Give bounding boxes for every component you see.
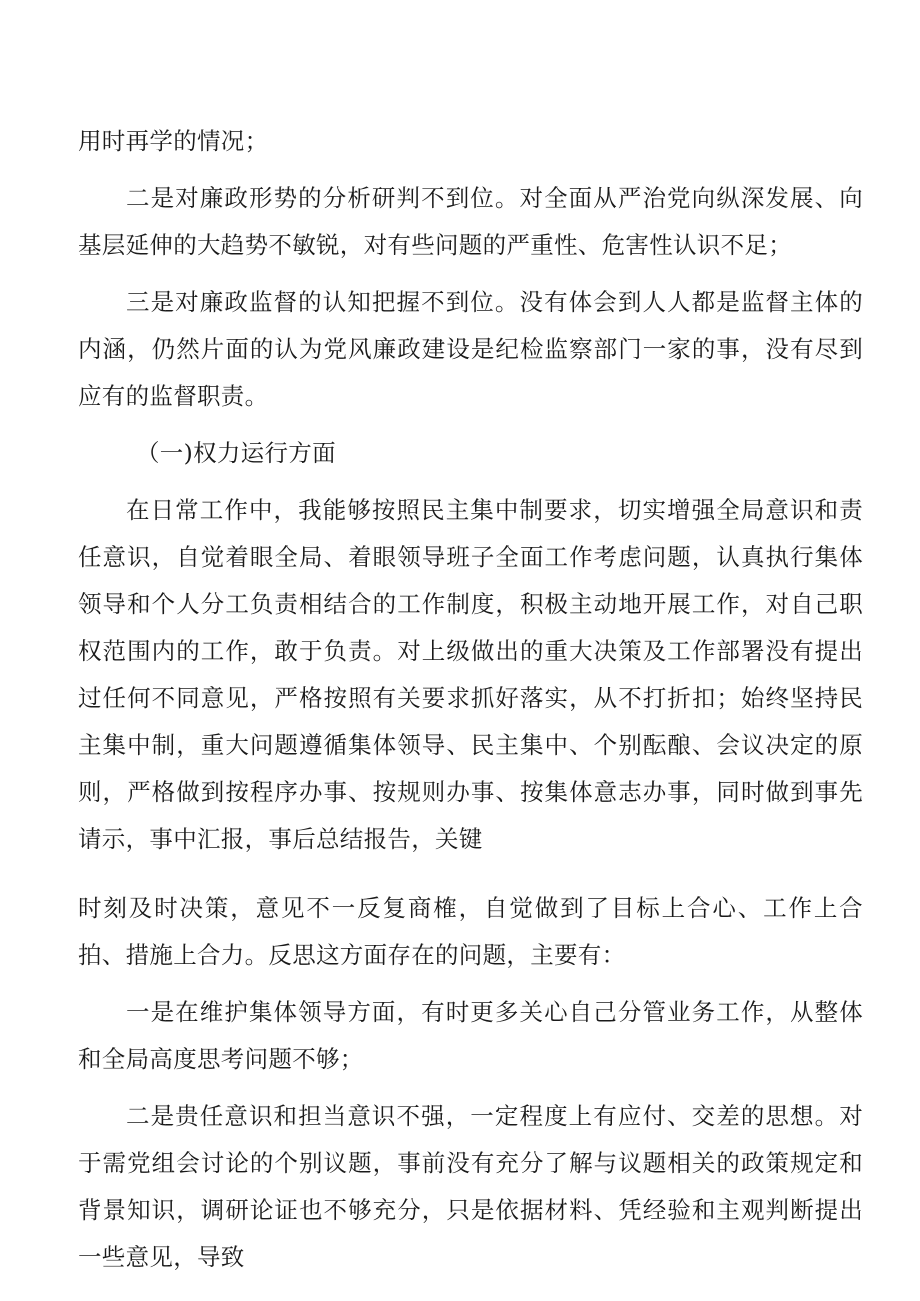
paragraph-continuation-reflection: 时刻及时决策，意见不一反复商榷，自觉做到了目标上合心、工作上合拍、措施上合力。反思这方面存在的问题，主要有： [78, 894, 863, 969]
paragraph-daily-work: 在日常工作中，我能够按照民主集中制要求，切实增强全局意识和责任意识，自觉着眼全局、着眼领导班子全面工作考虑问题，认真执行集体领导和个人分工负责相结合的工作制度，积极主动地开展工作，对自己职权范围内的工作，敢于负责。对上级做出的重大决策及工作部署没有提出过任何不同意见，严格按照有关要求抓好落实，从不打折扣；始终坚持民主集中制，重大问题遵循集体领导、民主集中、个别酝酿、会议决定的原则，严格做到按程序办事、按规则办事、按集体意志办事，同时做到事先请示，事中汇报，事后总结报告，关键 [78, 496, 863, 853]
section-heading: （一)权力运行方面 [136, 439, 336, 467]
paragraph-point-three: 三是对廉政监督的认知把握不到位。没有体会到人人都是监督主体的内涵，仍然片面的认为党风廉政建设是纪检监察部门一家的事，没有尽到应有的监督职责。 [78, 288, 863, 410]
paragraph-continuation: 用时再学的情况； [78, 127, 269, 155]
paragraph-issue-one: 一是在维护集体领导方面，有时更多关心自己分管业务工作，从整体和全局高度思考问题不够； [78, 998, 863, 1073]
paragraph-issue-two: 二是贵任意识和担当意识不强，一定程度上有应付、交差的思想。对于需党组会讨论的个别议题，事前没有充分了解与议题相关的政策规定和背景知识，调研论证也不够充分，只是依据材料、凭经验和主观判断提出一些意见，导致 [78, 1102, 863, 1271]
paragraph-point-two: 二是对廉政形势的分析研判不到位。对全面从严治党向纵深发展、向基层延伸的大趋势不敏锐，对有些问题的严重性、危害性认识不足； [78, 184, 863, 259]
document-body [78, 118, 863, 1291]
